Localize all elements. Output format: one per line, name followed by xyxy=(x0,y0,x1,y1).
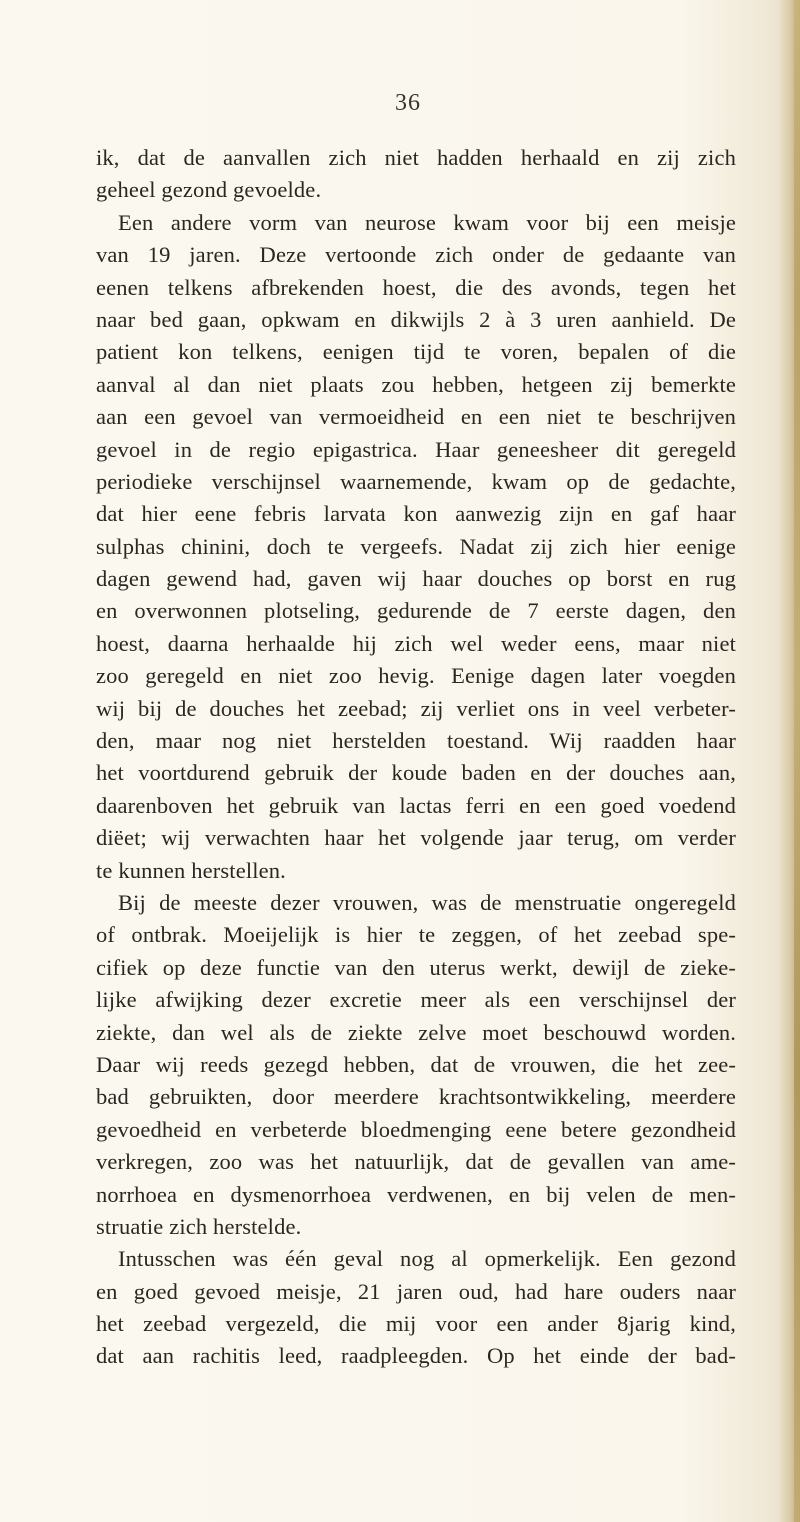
text-line: eenen telkens afbrekenden hoest, die des avonds, tegen het xyxy=(96,274,736,300)
text-line: verkregen, zoo was het natuurlijk, dat de gevallen van ame- xyxy=(96,1149,736,1175)
text-line: geheel gezond gevoelde. xyxy=(96,177,322,203)
text-line: zoo geregeld en niet zoo hevig. Eenige dagen later voegden xyxy=(96,663,736,689)
text-line: diëet; wij verwachten haar het volgende jaar terug, om verder xyxy=(96,825,736,851)
text-line: het zeebad vergezeld, die mij voor een ander 8jarig kind, xyxy=(96,1311,736,1337)
text-line: dagen gewend had, gaven wij haar douches op borst en rug xyxy=(96,566,736,592)
text-line: den, maar nog niet herstelden toestand. Wij raadden haar xyxy=(96,728,736,754)
text-line: dat aan rachitis leed, raadpleegden. Op het einde der bad- xyxy=(96,1343,736,1369)
text-line: bad gebruikten, door meerdere krachtsontwikkeling, meerdere xyxy=(96,1084,736,1110)
text-line: dat hier eene febris larvata kon aanwezig zijn en gaf haar xyxy=(96,501,736,527)
page-edge xyxy=(794,0,800,1522)
text-line: struatie zich herstelde. xyxy=(96,1213,302,1239)
page-number: 36 xyxy=(395,90,421,116)
text-line: gevoedheid en verbeterde bloedmenging eene betere gezondheid xyxy=(96,1116,736,1142)
text-line: sulphas chinini, doch te vergeefs. Nadat zij zich hier eenige xyxy=(96,533,736,559)
text-line: en overwonnen plotseling, gedurende de 7 eerste dagen, den xyxy=(96,598,736,624)
text-line: Daar wij reeds gezegd hebben, dat de vrouwen, die het zee- xyxy=(96,1051,736,1077)
text-line: lijke afwijking dezer excretie meer als een verschijnsel der xyxy=(96,987,736,1013)
text-line: Intusschen was één geval nog al opmerkelijk. Een gezond xyxy=(118,1246,736,1272)
text-line: patient kon telkens, eenigen tijd te voren, bepalen of die xyxy=(96,339,736,365)
text-line: cifiek op deze functie van den uterus werkt, dewijl de zieke- xyxy=(96,954,736,980)
body-text xyxy=(96,142,736,1373)
text-line: aanval al dan niet plaats zou hebben, hetgeen zij bemerkte xyxy=(96,371,736,397)
text-line: te kunnen herstellen. xyxy=(96,857,286,883)
text-line: gevoel in de regio epigastrica. Haar geneesheer dit geregeld xyxy=(96,436,736,462)
text-line: ik, dat de aanvallen zich niet hadden herhaald en zij zich xyxy=(96,145,736,170)
text-line: norrhoea en dysmenorrhoea verdwenen, en bij velen de men- xyxy=(96,1181,736,1207)
text-line: daarenboven het gebruik van lactas ferri en een goed voedend xyxy=(96,792,736,818)
text-line: Een andere vorm van neurose kwam voor bij een meisje xyxy=(118,209,736,235)
text-line: of ontbrak. Moeijelijk is hier te zeggen, of het zeebad spe- xyxy=(96,922,736,948)
text-line: hoest, daarna herhaalde hij zich wel weder eens, maar niet xyxy=(96,630,736,656)
text-line: en goed gevoed meisje, 21 jaren oud, had hare ouders naar xyxy=(96,1278,736,1304)
text-line: van 19 jaren. Deze vertoonde zich onder de gedaante van xyxy=(96,242,736,268)
text-line: ziekte, dan wel als de ziekte zelve moet beschouwd worden. xyxy=(96,1019,736,1045)
text-line: aan een gevoel van vermoeidheid en een niet te beschrijven xyxy=(96,404,736,430)
text-line: periodieke verschijnsel waarnemende, kwam op de gedachte, xyxy=(96,468,736,494)
text-line: Bij de meeste dezer vrouwen, was de menstruatie ongeregeld xyxy=(118,889,736,915)
text-line: naar bed gaan, opkwam en dikwijls 2 à 3 uren aanhield. De xyxy=(96,306,736,332)
text-line: wij bij de douches het zeebad; zij verliet ons in veel verbeter- xyxy=(96,695,736,721)
text-line: het voortdurend gebruik der koude baden en der douches aan, xyxy=(96,760,736,786)
